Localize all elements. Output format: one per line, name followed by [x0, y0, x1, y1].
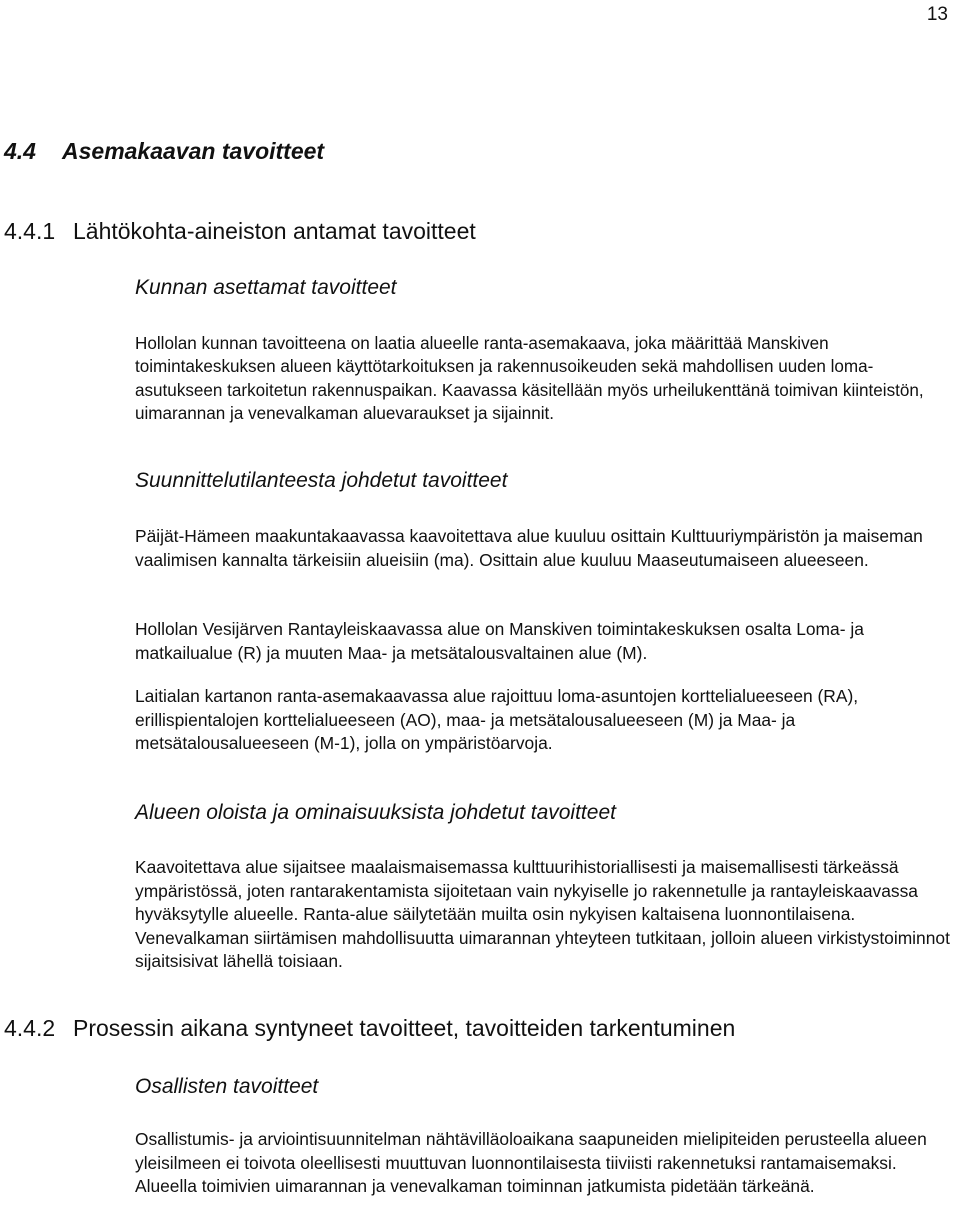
suunnittelutilanne-paragraph-2: Hollolan Vesijärven Rantayleiskaavassa alue on Manskiven toimintakeskuksen osalta Loma- ja matkailualue (R) ja muuten Maa- ja metsätalousvaltainen alue (M). — [135, 619, 864, 663]
kunnan-tavoitteet-paragraph: Hollolan kunnan tavoitteena on laatia alueelle ranta-asemakaava, joka määrittää Manskiven toimintakeskuksen alueen käyttötarkoituksen ja rakennusoikeuden sekä mahdollisen uuden loma-asutukseen tarkoitetun rakennuspaikan. Kaavassa käsitellään myös urheilukenttänä toimivan kiinteistön, uimarannan ja venevalkaman aluevaraukset ja sijainnit. — [135, 334, 924, 423]
section-title: Lähtökohta-aineiston antamat tavoitteet — [73, 218, 476, 244]
osallisten-tavoitteet-paragraph: Osallistumis- ja arviointisuunnitelman nähtävilläoloaikana saapuneiden mielipiteiden perusteella alueen yleisilmeen ei toivota oleellisesti muuttuvan luonnontilaisesta tiiviisti rakennetuksi rantamaisemaksi. Alueella toimivien uimarannan ja venevalkaman toiminnan jatkumista pidetään tärkeänä. — [135, 1129, 927, 1196]
suunnittelutilanne-paragraph-1: Päijät-Hämeen maakuntakaavassa kaavoitettava alue kuuluu osittain Kulttuuriympäristön ja maiseman vaalimisen kannalta tärkeisiin alueisiin (ma). Osittain alue kuuluu Maaseutumaiseen alueeseen. — [135, 526, 923, 570]
alueen-olot-paragraph: Kaavoitettava alue sijaitsee maalaismaisemassa kulttuurihistoriallisesti ja maisemallisesti tärkeässä ympäristössä, joten rantarakentamista sijoitetaan vain nykyiselle jo rakennetulle ja rantayleiskaavassa hyväksytylle alueelle. Ranta-alue säilytetään muilta osin nykyisen kaltaisena luonnontilaisena. Venevalkaman siirtämisen mahdollisuutta uimarannan yhteyteen tutkitaan, jolloin alueen virkistystoiminnot sijaitsisivat lähellä toisiaan. — [135, 857, 950, 971]
section-4-4-heading — [4, 138, 324, 165]
suunnittelutilanne-paragraph-3: Laitialan kartanon ranta-asemakaavassa alue rajoittuu loma-asuntojen korttelialueeseen (RA), erillispientalojen korttelialueeseen (AO), maa- ja metsätalousalueeseen (M) ja Maa- ja metsätalousalueeseen (M-1), jolla on ympäristöarvoja. — [135, 686, 859, 753]
osallisten-tavoitteet-heading: Osallisten tavoitteet — [135, 1075, 319, 1098]
section-4-4-1-heading — [4, 218, 476, 245]
alueen-olot-heading: Alueen oloista ja ominaisuuksista johdetut tavoitteet — [135, 801, 616, 824]
kunnan-tavoitteet-heading: Kunnan asettamat tavoitteet — [135, 276, 397, 299]
page-number: 13 — [926, 4, 948, 25]
section-title: Asemakaavan tavoitteet — [62, 138, 325, 164]
section-number: 4.4 — [4, 138, 36, 164]
suunnittelutilanne-heading: Suunnittelutilanteesta johdetut tavoitteet — [135, 469, 508, 492]
section-number: 4.4.2 — [4, 1015, 56, 1041]
section-4-4-2-heading — [4, 1015, 735, 1042]
section-number: 4.4.1 — [4, 218, 56, 244]
section-title: Prosessin aikana syntyneet tavoitteet, tavoitteiden tarkentuminen — [73, 1015, 736, 1041]
